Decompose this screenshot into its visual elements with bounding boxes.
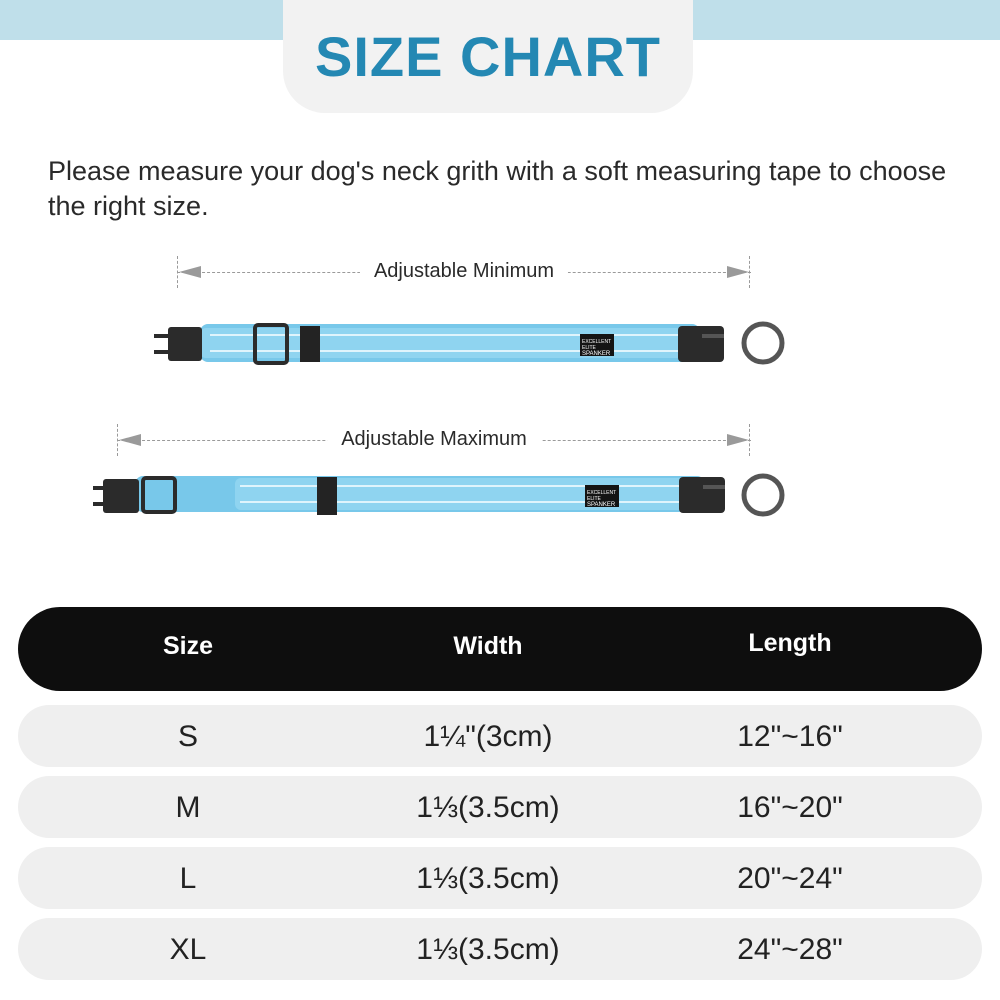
measure-minimum-label: Adjustable Minimum — [360, 260, 568, 283]
brand-tag-line3: SPANKER — [582, 351, 611, 357]
header-size: Size — [162, 632, 214, 660]
cell-width: 1⅓(3.5cm) — [416, 933, 560, 966]
brand-tag-line1: EXCELLENT — [582, 339, 612, 345]
table-row — [18, 776, 982, 838]
cell-width: 1¼"(3cm) — [423, 720, 553, 753]
title-tab — [283, 0, 693, 113]
table-row — [18, 847, 982, 909]
cell-size: XL — [169, 933, 207, 966]
cell-width: 1⅓(3.5cm) — [416, 791, 560, 824]
cell-length: 16"~20" — [737, 791, 843, 824]
cell-length: 20"~24" — [737, 862, 843, 895]
header-length: Length — [748, 629, 832, 657]
cell-size: L — [179, 862, 197, 895]
header-width: Width — [453, 632, 523, 660]
brand-tag-max-line2: ELITE — [587, 496, 601, 502]
measure-maximum — [117, 430, 751, 450]
collar-minimum-image — [140, 312, 800, 376]
measure-minimum — [177, 262, 751, 282]
cell-length: 12"~16" — [737, 720, 843, 753]
brand-tag-line2: ELITE — [582, 345, 596, 351]
brand-tag-max-line1: EXCELLENT — [587, 490, 617, 496]
cell-size: M — [175, 791, 201, 824]
page-title: SIZE CHART — [315, 25, 661, 88]
collar-maximum-image — [85, 462, 800, 526]
cell-length: 24"~28" — [737, 933, 843, 966]
cell-size: S — [177, 720, 198, 753]
table-row — [18, 705, 982, 767]
intro-text: Please measure your dog's neck grith with a soft measuring tape to choose the right size. — [48, 156, 947, 221]
brand-tag-max-line3: SPANKER — [587, 502, 616, 508]
table-row — [18, 918, 982, 980]
cell-width: 1⅓(3.5cm) — [416, 862, 560, 895]
table-header — [18, 607, 982, 691]
measure-maximum-label: Adjustable Maximum — [327, 428, 541, 451]
